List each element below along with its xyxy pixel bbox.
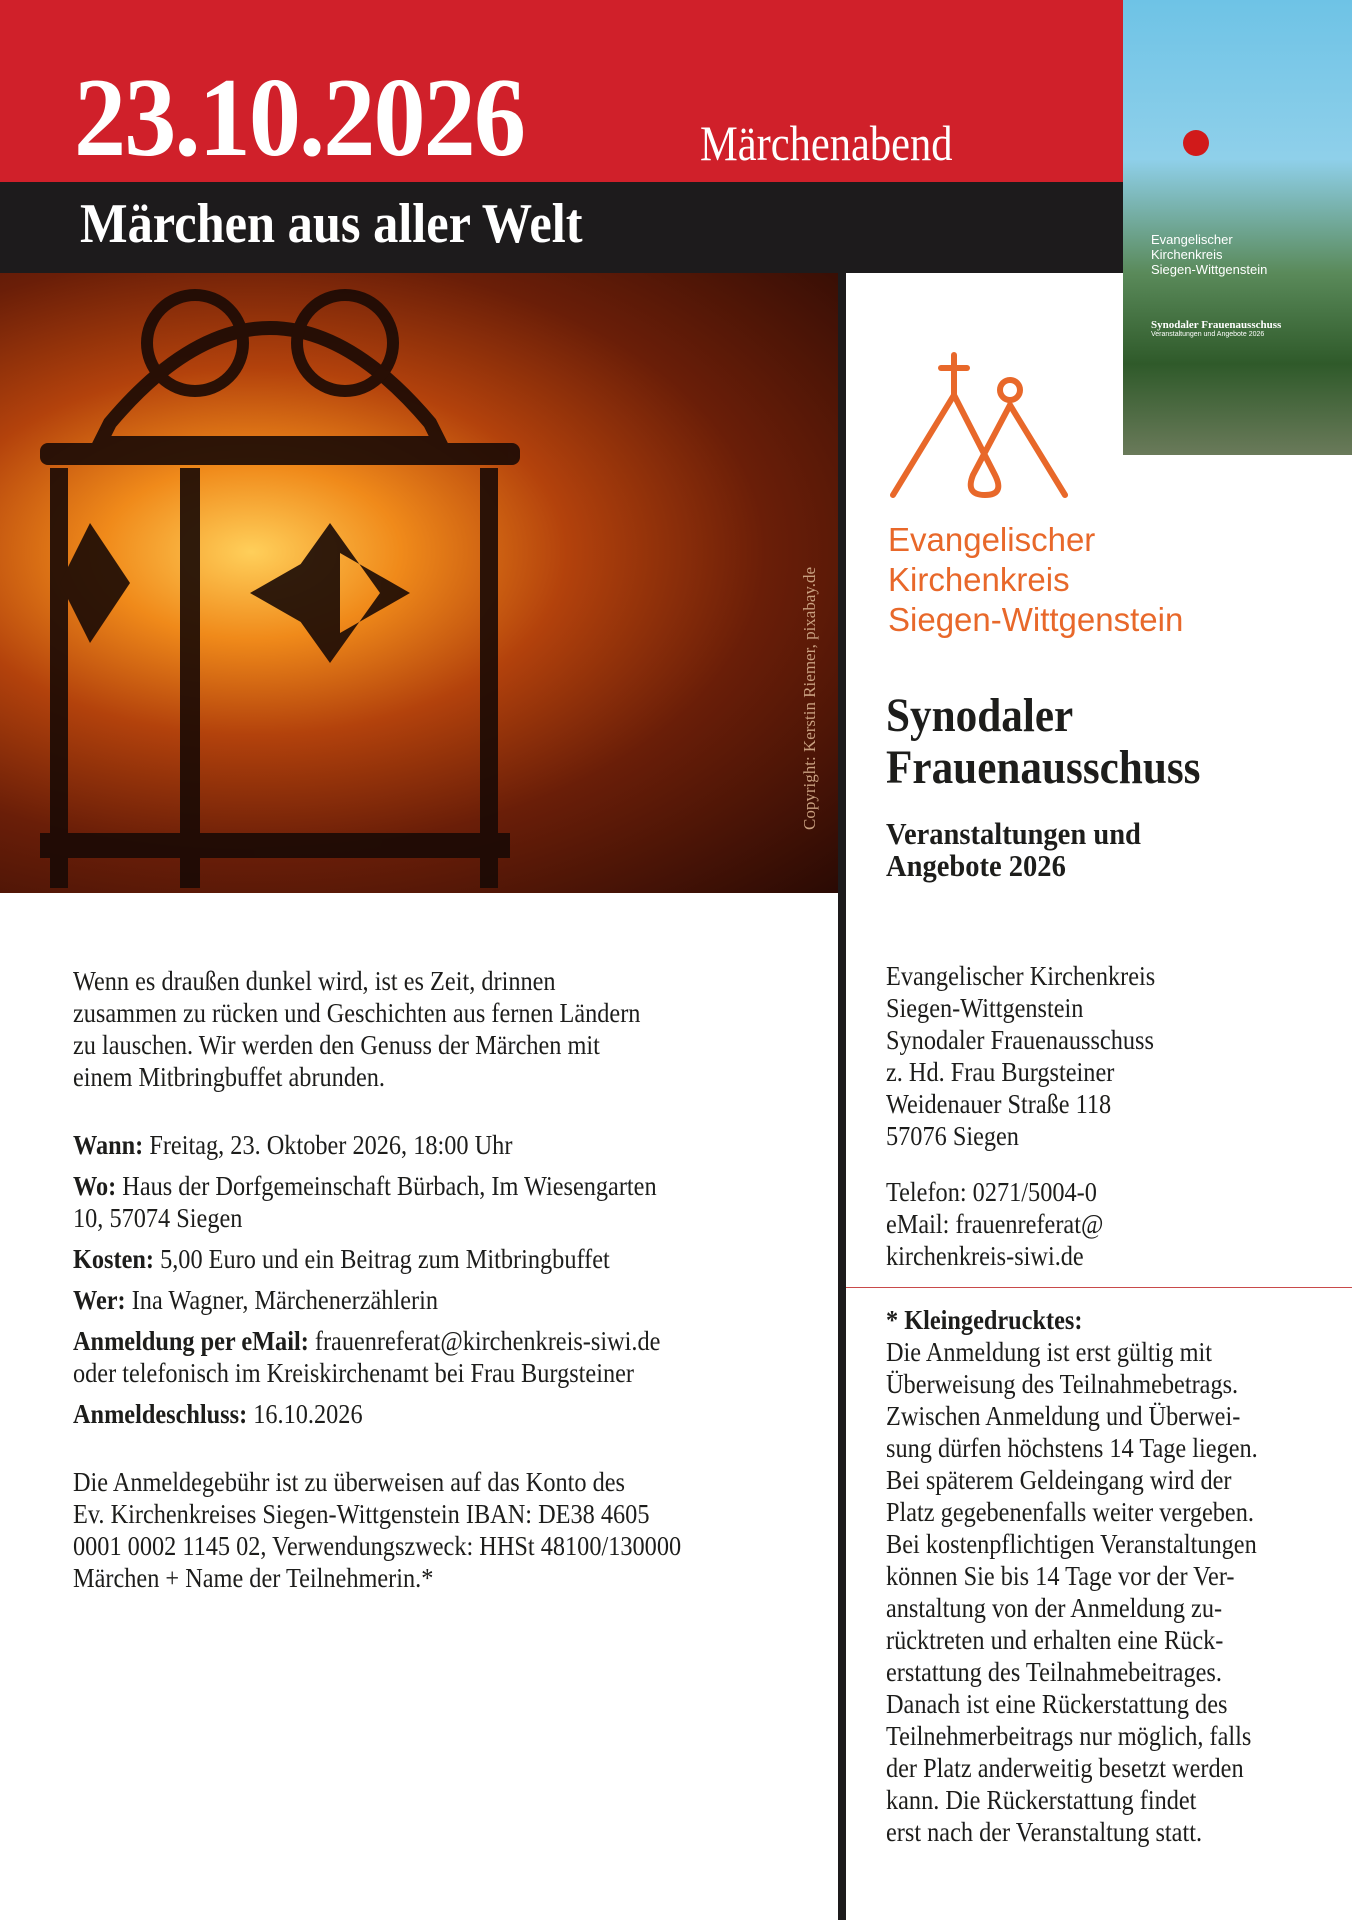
phone: Telefon: 0271/5004-0	[886, 1177, 1097, 1207]
smallprint-line: erst nach der Veranstaltung statt.	[886, 1817, 1203, 1847]
apple-icon	[1183, 130, 1209, 156]
smallprint-line: kann. Die Rückerstattung findet	[886, 1785, 1197, 1815]
lantern-photo	[0, 273, 838, 893]
contact-info	[886, 1176, 1103, 1272]
smallprint-line: anstaltung von der Anmeldung zu-	[886, 1593, 1223, 1623]
church-logo-icon	[885, 350, 1075, 505]
detail-anmeldeschluss: Anmeldeschluss: 16.10.2026	[73, 1399, 363, 1429]
detail-kosten: Kosten: 5,00 Euro und ein Beitrag zum Mitbringbuffet	[73, 1244, 610, 1274]
cover-org: Evangelischer Kirchenkreis Siegen-Wittgenstein	[1151, 232, 1268, 277]
postal-address: Evangelischer Kirchenkreis Siegen-Wittgenstein Synodaler Frauenausschuss z. Hd. Frau Burgsteiner Weidenauer Straße 118 57076 Siegen	[886, 961, 1156, 1151]
smallprint-line: der Platz anderweitig besetzt werden	[886, 1753, 1244, 1783]
smallprint-body	[886, 1336, 1258, 1848]
smallprint-line: Zwischen Anmeldung und Überwei-	[886, 1401, 1241, 1431]
brochure-title: Synodaler Frauenausschuss	[886, 689, 1201, 794]
smallprint-line: Überweisung des Teilnahmebetrags.	[886, 1369, 1239, 1399]
smallprint-line: können Sie bis 14 Tage vor der Ver-	[886, 1561, 1235, 1591]
column-divider	[838, 273, 846, 1920]
lantern-icon	[0, 273, 838, 893]
email-line-1[interactable]: eMail: frauenreferat@	[886, 1209, 1104, 1239]
brochure-cover-image	[1123, 0, 1352, 455]
intro-text: Wenn es draußen dunkel wird, ist es Zeit, drinnen zusammen zu rücken und Geschichten aus fernen Ländern zu lauschen. Wir werden den Genuss der Märchen mit einem Mitbringbuffet abrunden.	[73, 966, 641, 1092]
smallprint-line: Die Anmeldung ist erst gültig mit	[886, 1337, 1213, 1367]
detail-anmeldung: Anmeldung per eMail: frauenreferat@kirchenkreis-siwi.de oder telefonisch im Kreiskirchenamt bei Frau Burgsteiner	[73, 1326, 661, 1388]
cover-title: Synodaler Frauenausschuss	[1151, 319, 1282, 331]
email-line-2[interactable]: kirchenkreis-siwi.de	[886, 1241, 1084, 1271]
detail-wann: Wann: Freitag, 23. Oktober 2026, 18:00 Uhr	[73, 1130, 513, 1160]
brochure-subtitle: Veranstaltungen und Angebote 2026	[886, 816, 1141, 883]
smallprint-line: Danach ist eine Rückerstattung des	[886, 1689, 1228, 1719]
smallprint-line: Bei späterem Geldeingang wird der	[886, 1465, 1232, 1495]
smallprint-line: erstattung des Teilnahmebeitrages.	[886, 1657, 1222, 1687]
smallprint-line: Platz gegebenenfalls weiter vergeben.	[886, 1497, 1254, 1527]
event-title: Märchen aus aller Welt	[80, 193, 583, 255]
registration-email-link[interactable]: frauenreferat@kirchenkreis-siwi.de	[308, 1326, 661, 1356]
event-date: 23.10.2026	[74, 56, 525, 180]
cover-subtitle: Veranstaltungen und Angebote 2026	[1151, 331, 1265, 338]
payment-info: Die Anmeldegebühr ist zu überweisen auf das Konto des Ev. Kirchenkreises Siegen-Wittgenstein IBAN: DE38 4605 0001 0002 1145 02, Verwendungszweck: HHSt 48100/130000 Märchen + Name der Teilnehmerin.*	[73, 1467, 682, 1593]
smallprint-line: Teilnehmerbeitrags nur möglich, falls	[886, 1721, 1252, 1751]
event-type: Märchenabend	[700, 115, 953, 171]
section-divider	[846, 1287, 1352, 1288]
smallprint-line: rücktreten und erhalten eine Rück-	[886, 1625, 1224, 1655]
event-details	[73, 1129, 660, 1439]
photo-credit: Copyright: Kerstin Riemer, pixabay.de	[800, 566, 819, 830]
smallprint-line: sung dürfen höchstens 14 Tage liegen.	[886, 1433, 1258, 1463]
detail-wo: Wo: Haus der Dorfgemeinschaft Bürbach, Im Wiesengarten 10, 57074 Siegen	[73, 1171, 657, 1233]
organization-name: Evangelischer Kirchenkreis Siegen-Wittgenstein	[888, 521, 1184, 638]
smallprint-heading: * Kleingedrucktes:	[886, 1305, 1083, 1335]
smallprint-line: Bei kostenpflichtigen Veranstaltungen	[886, 1529, 1257, 1559]
smallprint	[886, 1304, 1258, 1848]
detail-wer: Wer: Ina Wagner, Märchenerzählerin	[73, 1285, 438, 1315]
